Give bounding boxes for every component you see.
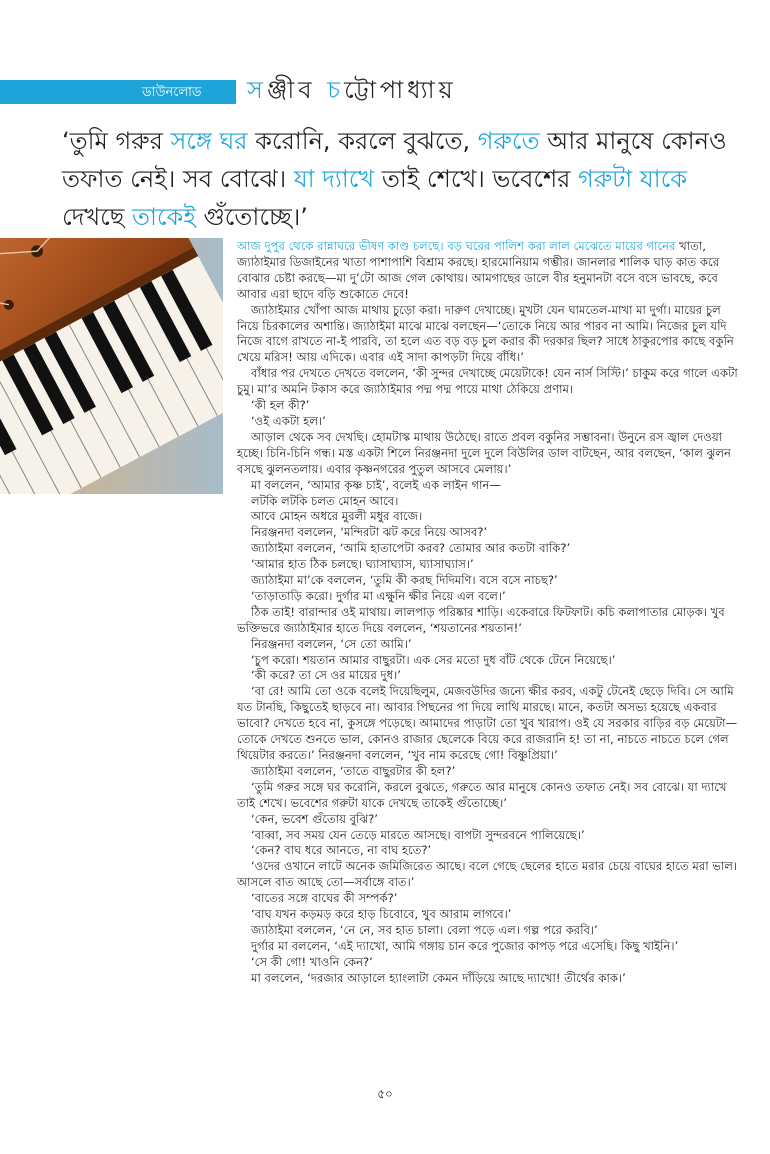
story-paragraph: ‘চুপ করো। শয়তান আমার বাছুরটা। এক সের মতো দুধ বাঁট থেকে টেনে নিয়েছে।’ [251, 652, 616, 667]
story-paragraph: নিরঞ্জনদা বললেন, ‘সে তো আমি।’ [251, 636, 412, 651]
story-paragraph: আড়াল থেকে সব দেখছি। হোমটাস্ক মাথায় উঠেছে। রাতে প্রবল বকুনির সম্ভাবনা। উনুনে রস জ্বাল দেওয়া হচ্ছে। চিনি-চিনি গন্ধ। মস্ত একটা শিলে নিরঞ্জনদা দুলে দুলে বিউলির ডাল বাটছেন, আর বলছেন, ‘কাল ঝুলন বসছে ঝুলনতলায়। এবার কৃষ্ণনগরের পুতুল আসবে মেলায়।’ [237, 429, 731, 476]
author-name-part-2: ট্টোপাধ্যায় [344, 76, 457, 104]
story-paragraph: জ্যাঠাইমা বললেন, ‘নে নে, সব হাত চালা। বেলা পড়ে এল। গল্প পরে করবি।’ [251, 922, 598, 937]
section-label: ডাউনলোড [142, 85, 202, 100]
story-paragraph: জ্যাঠাইমা মা’কে বললেন, ‘তুমি কী করছ দিদিমণি। বসে বসে নাচছ?’ [251, 573, 558, 588]
story-paragraph: মা বললেন, ‘আমার কৃষ্ণ চাই’, বলেই এক লাইন গান— [251, 477, 502, 492]
story-verse-line: লটকি লটকি চলত মোহন আবে। [251, 493, 399, 508]
pull-quote [62, 122, 742, 236]
author-name [247, 73, 457, 107]
harmonium-illustration [0, 238, 223, 494]
story-paragraph: ‘বাঘ যখন কড়মড় করে হাড় চিবোবে, খুব আরাম লাগবে।’ [251, 907, 512, 922]
story-paragraph: জ্যাঠাইমা বললেন, ‘আমি হাতাপেটা করব? তোমার আর কতটা বাকি?’ [251, 541, 571, 556]
page-number: ৫০ [377, 1087, 393, 1101]
pull-quote-highlight: গরুটা যাকে [578, 165, 688, 193]
story-paragraph: ‘কী করে? তা সে ওর মায়ের দুধ।’ [251, 668, 401, 683]
story-paragraph: ‘ওদের ওখানে লাটে অনেক জমিজিরেত আছে। বলে গেছে ছেলের হাতে মরার চেয়ে বাঘের হাতে মরা ভাল। আসলে বাত আছে তো—সর্বাঙ্গে বাত।’ [237, 859, 738, 890]
story-paragraph: বাঁধার পর দেখতে দেখতে বললেন, ‘কী সুন্দর দেখাচ্ছে মেয়েটাকে! যেন নার্স সিস্টি।’ চাকুম করে গালে একটা চুমু। মা’র অমনি টকাস করে জ্যাঠাইমার পদ্ম পদ্ম পায়ে মাথা ঠেকিয়ে প্রণাম। [237, 366, 738, 397]
story-paragraph: ‘বা রে! আমি তো ওকে বলেই দিয়েছিলুম, মেজবউদির জন্যে ক্ষীর করব, একটু টেনেই ছেড়ে দিবি। সে আমি যত টানছি, কিছুতেই ছাড়বে না। আবার পিছনের পা দিয়ে লাথি মারছে। মানে, কতটা অসভ্য হয়েছে একবার ভাবো? দেখতে হবে না, কুসঙ্গে পড়েছে। আমাদের পাড়াটা তো খুব খারাপ। ওই যে সরকার বাড়ির বড় মেয়েটা—তোকে দেখতে শুনতে ভাল, কোনও রাজার ছেলেকে বিয়ে করে রাজরানি হ! তা না, নাচতে নাচতে চলে গেল থিয়েটার করতে।’ নিরঞ্জনদা বললেন, ‘খুব নাম করেছে গো! বিষ্ণুপ্রিয়া।’ [237, 684, 738, 762]
story-paragraph: ‘কী হল কী?’ [251, 398, 310, 413]
pull-quote-text: তাই শেখে। ভবেশের [374, 165, 579, 193]
story-paragraph: ‘বাব্বা, সব সময় যেন তেড়ে মারতে আসছে। বাপটা সুন্দরবনে পালিয়েছে।’ [251, 827, 585, 842]
story-paragraph: নিরঞ্জনদা বললেন, ‘মন্দিরটা ঝট করে নিয়ে আসব?’ [251, 525, 488, 540]
story-body [237, 239, 745, 987]
pull-quote-highlight: তাকেই [131, 203, 196, 231]
pull-quote-text: আর মানুষে কোনও তফাত নেই। সব বোঝে। [62, 127, 727, 193]
story-paragraph: ‘ওই একটা হল।’ [251, 413, 326, 428]
story-lead-highlight: আজ দুপুর থেকে রান্নাঘরে ভীষণ কাণ্ড চলছে। বড় ঘরের পালিশ করা লাল মেঝেতে মায়ের গানের [237, 239, 676, 253]
story-paragraph: ‘বাতের সঙ্গে বাঘের কী সম্পর্ক?’ [251, 891, 398, 906]
story-paragraph: ‘তাড়াতাড়ি করো। দুর্গার মা এক্ষুনি ক্ষীর নিয়ে এল বলে।’ [251, 588, 506, 603]
pull-quote-highlight: যা দ্যাখে [293, 165, 375, 193]
pull-quote-text: ‘তুমি গরুর [62, 127, 171, 155]
pull-quote-highlight: সঙ্গে ঘর [170, 127, 248, 155]
harmonium-photo [0, 238, 223, 494]
pull-quote-highlight: গরুতে [477, 127, 540, 155]
story-paragraph: ‘সে কী গো! খাওনি কেন?’ [251, 954, 373, 969]
author-name-part-1: ঞ্জীব [266, 76, 328, 104]
story-paragraph: ‘কেন, ভবেশ গুঁতোয় বুঝি?’ [251, 811, 378, 826]
story-lead-text: খাতা, জ্যাঠাইমার ডিজাইনের খাতা পাশাপাশি বিশ্রাম করছে। হারমোনিয়াম গম্ভীর। জানলার শালিক ঘাড় কাত করে বোঝার চেষ্টা করছে—মা দু’টো আজ গেল কোথায়। আমগাছের ডালে বীর হনুমানটা বসে বসে ভাবছে, কবে আবার এরা ছাদে বড়ি শুকোতে দেবে! [237, 239, 720, 301]
author-initial-1: স [247, 76, 267, 104]
author-initial-2: চ [327, 76, 345, 104]
story-paragraph: ঠিক তাই! বারান্দার ওই মাথায়। লালপাড় পরিষ্কার শাড়ি। একেবারে ফিটফাট। কচি কলাপাতার মোড়ক। খুব ভক্তিভরে জ্যাঠাইমার হাতে দিয়ে বললেন, ‘শয়তানের শয়তান!’ [237, 604, 725, 635]
story-paragraph: ‘কেন? বাঘ ধরে আনতে, না বাঘ হতে?’ [251, 843, 432, 858]
story-paragraph: দুর্গার মা বললেন, ‘এই দ্যাখো, আমি গঙ্গায় চান করে পুজোর কাপড় পরে এসেছি। কিছু খাইনি।’ [251, 938, 679, 953]
story-paragraph: জ্যাঠাইমার খোঁপা আজ মাথায় চুড়ো করা। দারুণ দেখাচ্ছে। মুখটা যেন ঘামতেল-মাখা মা দুর্গা। মায়ের চুল নিয়ে চিরকালের অশান্তি। জ্যাঠাইমা মাঝে মাঝে বলছেন—‘তোকে নিয়ে আর পারব না আমি। নিজের চুল যদি নিজে বাগে রাখতে না-ই পারবি, তা হলে এত বড় বড় চুল করার কী দরকার ছিল? সাধে ঠাকুরপোর কাছে বকুনি খেয়ে মরিস! আয় এদিকে। এবার এই সাদা কাপড়টা দিয়ে বাঁধি।’ [237, 302, 734, 365]
story-paragraph: জ্যাঠাইমা বললেন, ‘তাতে বাছুরটার কী হল?’ [251, 763, 456, 778]
story-verse-line: আবে মোহন অধরে মুরলী মধুর বাজে। [251, 509, 423, 524]
story-paragraph [237, 239, 745, 303]
pull-quote-text: গুঁতোচ্ছে।’ [195, 203, 308, 231]
story-paragraph: ‘আমার হাত ঠিক চলছে। ঘ্যাসাঘ্যাস, ঘ্যাসাঘ্যাস।’ [251, 557, 474, 572]
pull-quote-text: করোনি, করলে বুঝতে, [247, 127, 478, 155]
story-paragraph: মা বললেন, ‘দরজার আড়ালে হ্যাংলাটা কেমন দাঁড়িয়ে আছে দ্যাখো! তীর্থের কাক।’ [251, 970, 626, 985]
pull-quote-text: দেখছে [62, 203, 132, 231]
story-paragraph: ‘তুমি গরুর সঙ্গে ঘর করোনি, করলে বুঝতে, গরুতে আর মানুষে কোনও তফাত নেই। সব বোঝে। যা দ্যাখে তাই শেখে। ভবেশের গরুটা যাকে দেখছে তাকেই গুঁতোচ্ছে।’ [237, 779, 727, 810]
